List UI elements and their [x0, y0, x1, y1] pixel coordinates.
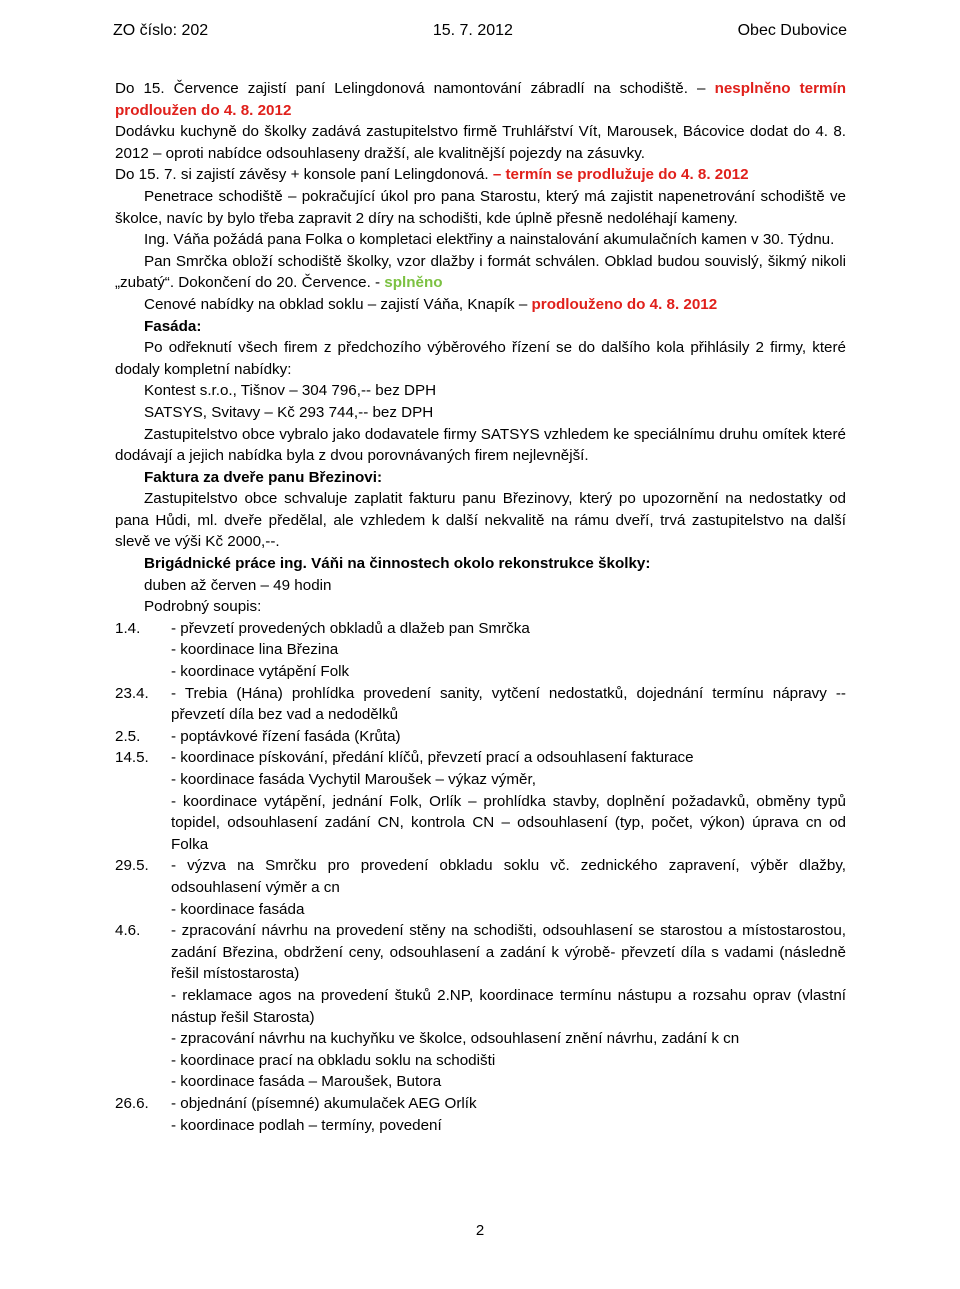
work-log — [115, 618, 846, 1136]
heading-facade: Fasáda: — [144, 317, 202, 335]
log-text: - koordinace fasáda — [171, 900, 305, 918]
log-date — [115, 985, 171, 1028]
log-date: 4.6. — [115, 922, 141, 940]
log-text: - zpracování návrhu na kuchyňku ve školce, odsouhlasení znění návrhu, zadání k cn — [171, 1030, 740, 1048]
log-entry — [115, 1050, 846, 1072]
log-text: - koordinace vytápění, jednání Folk, Orlík – prohlídka stavby, doplnění požadavků, obměny typů topidel, odsouhlasení zadání CN, kontrola CN – odsouhlasení (typ, počet, výkon) úprava cn od Folka — [171, 792, 846, 853]
detail-label: Podrobný soupis: — [144, 598, 262, 616]
log-entry — [115, 639, 846, 661]
page-header — [113, 21, 847, 41]
paragraph-tiling — [115, 251, 846, 294]
log-entry — [115, 985, 846, 1028]
log-text: - koordinace fasáda Vychytil Maroušek – výkaz výměr, — [171, 771, 536, 788]
hours-summary: duben až červen – 49 hodin — [144, 576, 332, 594]
log-text: - objednání (písemné) akumulaček AEG Orlík — [171, 1094, 477, 1112]
log-entry — [115, 1115, 846, 1137]
log-date — [115, 1071, 171, 1093]
log-text: - koordinace fasáda – Maroušek, Butora — [171, 1073, 442, 1091]
paragraph-kitchen: Dodávku kuchyně do školky zadává zastupitelstvo firmě Truhlářství Vít, Marousek, Bácovice dodat do 4. 8. 2012 – oproti nabídce odsouhlaseny dražší, ale kvalitnější pojezdy na zásuvky. — [115, 123, 846, 162]
header-doc-number: ZO číslo: 202 — [113, 22, 209, 39]
log-entry — [115, 661, 846, 683]
header-municipality: Obec Dubovice — [737, 22, 847, 39]
text: Cenové nabídky na obklad soklu – zajistí Váňa, Knapík – — [144, 295, 532, 313]
paragraph-facade: Po odřeknutí všech firem z předchozího výběrového řízení se do dalšího kola přihlásily 2 firmy, které dodaly kompletní nabídky: — [115, 339, 846, 378]
paragraph-railing — [115, 78, 846, 121]
offer-kontest: Kontest s.r.o., Tišnov – 304 796,-- bez DPH — [144, 382, 437, 400]
paragraph-offers — [115, 294, 846, 316]
log-entry — [115, 791, 846, 856]
status-green: splněno — [384, 274, 443, 292]
log-date: 14.5. — [115, 749, 149, 767]
log-date: 1.4. — [115, 619, 141, 637]
document-body — [115, 78, 846, 1136]
log-date — [115, 899, 171, 921]
log-date — [115, 1028, 171, 1050]
log-date — [115, 1050, 171, 1072]
paragraph-penetration: Penetrace schodiště – pokračující úkol pro pana Starostu, který má zajistit napenetrování schodiště ve školce, navíc by bylo třeba zapravit 2 díry na schodišti, kde úplně přesně nedoléhají kameny. — [115, 187, 846, 227]
log-text: - Trebia (Hána) prohlídka provedení sanity, vytčení nedostatků, dojednání termínu nápravy -- převzetí díla bez vad a nedodělků — [171, 684, 846, 724]
log-text: - zpracování návrhu na provedení stěny na schodišti, odsouhlasení se starostou a místostarostou, zadání Březina, obdržení ceny, odsouhlasení a zadání k výrobě- převzetí díla s vadami (následně řešil místostarosta) — [171, 922, 846, 983]
log-date — [115, 769, 171, 791]
log-entry — [115, 1093, 846, 1115]
log-entry — [115, 683, 846, 726]
paragraph-invoice: Zastupitelstvo obce schvaluje zaplatit fakturu panu Březinovy, který po upozornění na nedostatky od pana Hůdi, ml. dveře předělal, ale vzhledem k další nekvalitě na rámu dveří, trvá zastupitelstvo na další slevě ve výši Kč 2000,--. — [115, 490, 846, 551]
status-red: prodlouženo do 4. 8. 2012 — [531, 295, 718, 313]
log-date — [115, 1115, 171, 1137]
log-entry — [115, 747, 846, 769]
log-date: 26.6. — [115, 1094, 149, 1112]
status-red: nesplněno termín prodloužen do 4. 8. 2012 — [115, 80, 846, 119]
log-entry — [115, 920, 846, 985]
log-text: - koordinace pískování, předání klíčů, převzetí prací a odsouhlasení fakturace — [171, 749, 694, 767]
log-text: - poptávkové řízení fasáda (Krůta) — [171, 727, 401, 745]
log-text: - koordinace podlah – termíny, povedení — [171, 1116, 442, 1134]
paragraph-electric: Ing. Váňa požádá pana Folka o kompletaci elektřiny a nainstalování akumulačních kamen v 30. Týdnu. — [144, 231, 835, 249]
log-text: - reklamace agos na provedení štuků 2.NP, koordinace termínu nástupu a rozsahu oprav (vlastní nástup řešil Starosta) — [171, 986, 846, 1026]
header-date: 15. 7. 2012 — [432, 22, 513, 39]
log-entry — [115, 1071, 846, 1093]
text: Pan Smrčka obloží schodiště školky, vzor dlažby i formát schválen. Obklad budou souvislý, šikmý nikoli „zubatý“. Dokončení do 20. Července. - — [115, 252, 846, 292]
log-text: - koordinace lina Březina — [171, 641, 339, 659]
paragraph-decision: Zastupitelstvo obce vybralo jako dodavatele firmy SATSYS vzhledem ke speciálnímu druhu omítek které dodávají a jejich nabídka byla z dvou porovnávaných firem nejlevnější. — [115, 425, 846, 465]
page-number: 2 — [475, 1222, 485, 1239]
log-entry — [115, 899, 846, 921]
log-text: - koordinace vytápění Folk — [171, 663, 350, 681]
log-entry — [115, 726, 846, 748]
paragraph-curtains — [115, 164, 846, 186]
log-entry — [115, 855, 846, 898]
log-entry — [115, 769, 846, 791]
log-date — [115, 661, 171, 683]
status-red: – termín se prodlužuje do 4. 8. 2012 — [492, 166, 749, 184]
text: Do 15. 7. si zajistí závěsy + konsole paní Lelingdonová. — [115, 166, 493, 184]
log-date — [115, 639, 171, 661]
log-date: 23.4. — [115, 684, 149, 702]
text: Do 15. Července zajistí paní Lelingdonová namontování zábradlí na schodiště. – — [115, 80, 715, 97]
log-date: 29.5. — [115, 857, 149, 875]
offer-satsys: SATSYS, Svitavy – Kč 293 744,-- bez DPH — [144, 403, 434, 421]
log-text: - koordinace prací na obkladu soklu na schodišti — [171, 1051, 496, 1069]
log-text: - převzetí provedených obkladů a dlažeb pan Smrčka — [171, 619, 530, 637]
log-date — [115, 791, 171, 856]
heading-volunteer-work: Brigádnické práce ing. Váňi na činnostech okolo rekonstrukce školky: — [144, 555, 651, 573]
log-entry — [115, 618, 846, 640]
heading-invoice: Faktura za dveře panu Březinovi: — [144, 468, 383, 486]
log-entry — [115, 1028, 846, 1050]
log-date: 2.5. — [115, 727, 141, 745]
log-text: - výzva na Smrčku pro provedení obkladu soklu vč. zednického zapravení, výběr dlažby, odsouhlasení výměr a cn — [171, 857, 846, 896]
